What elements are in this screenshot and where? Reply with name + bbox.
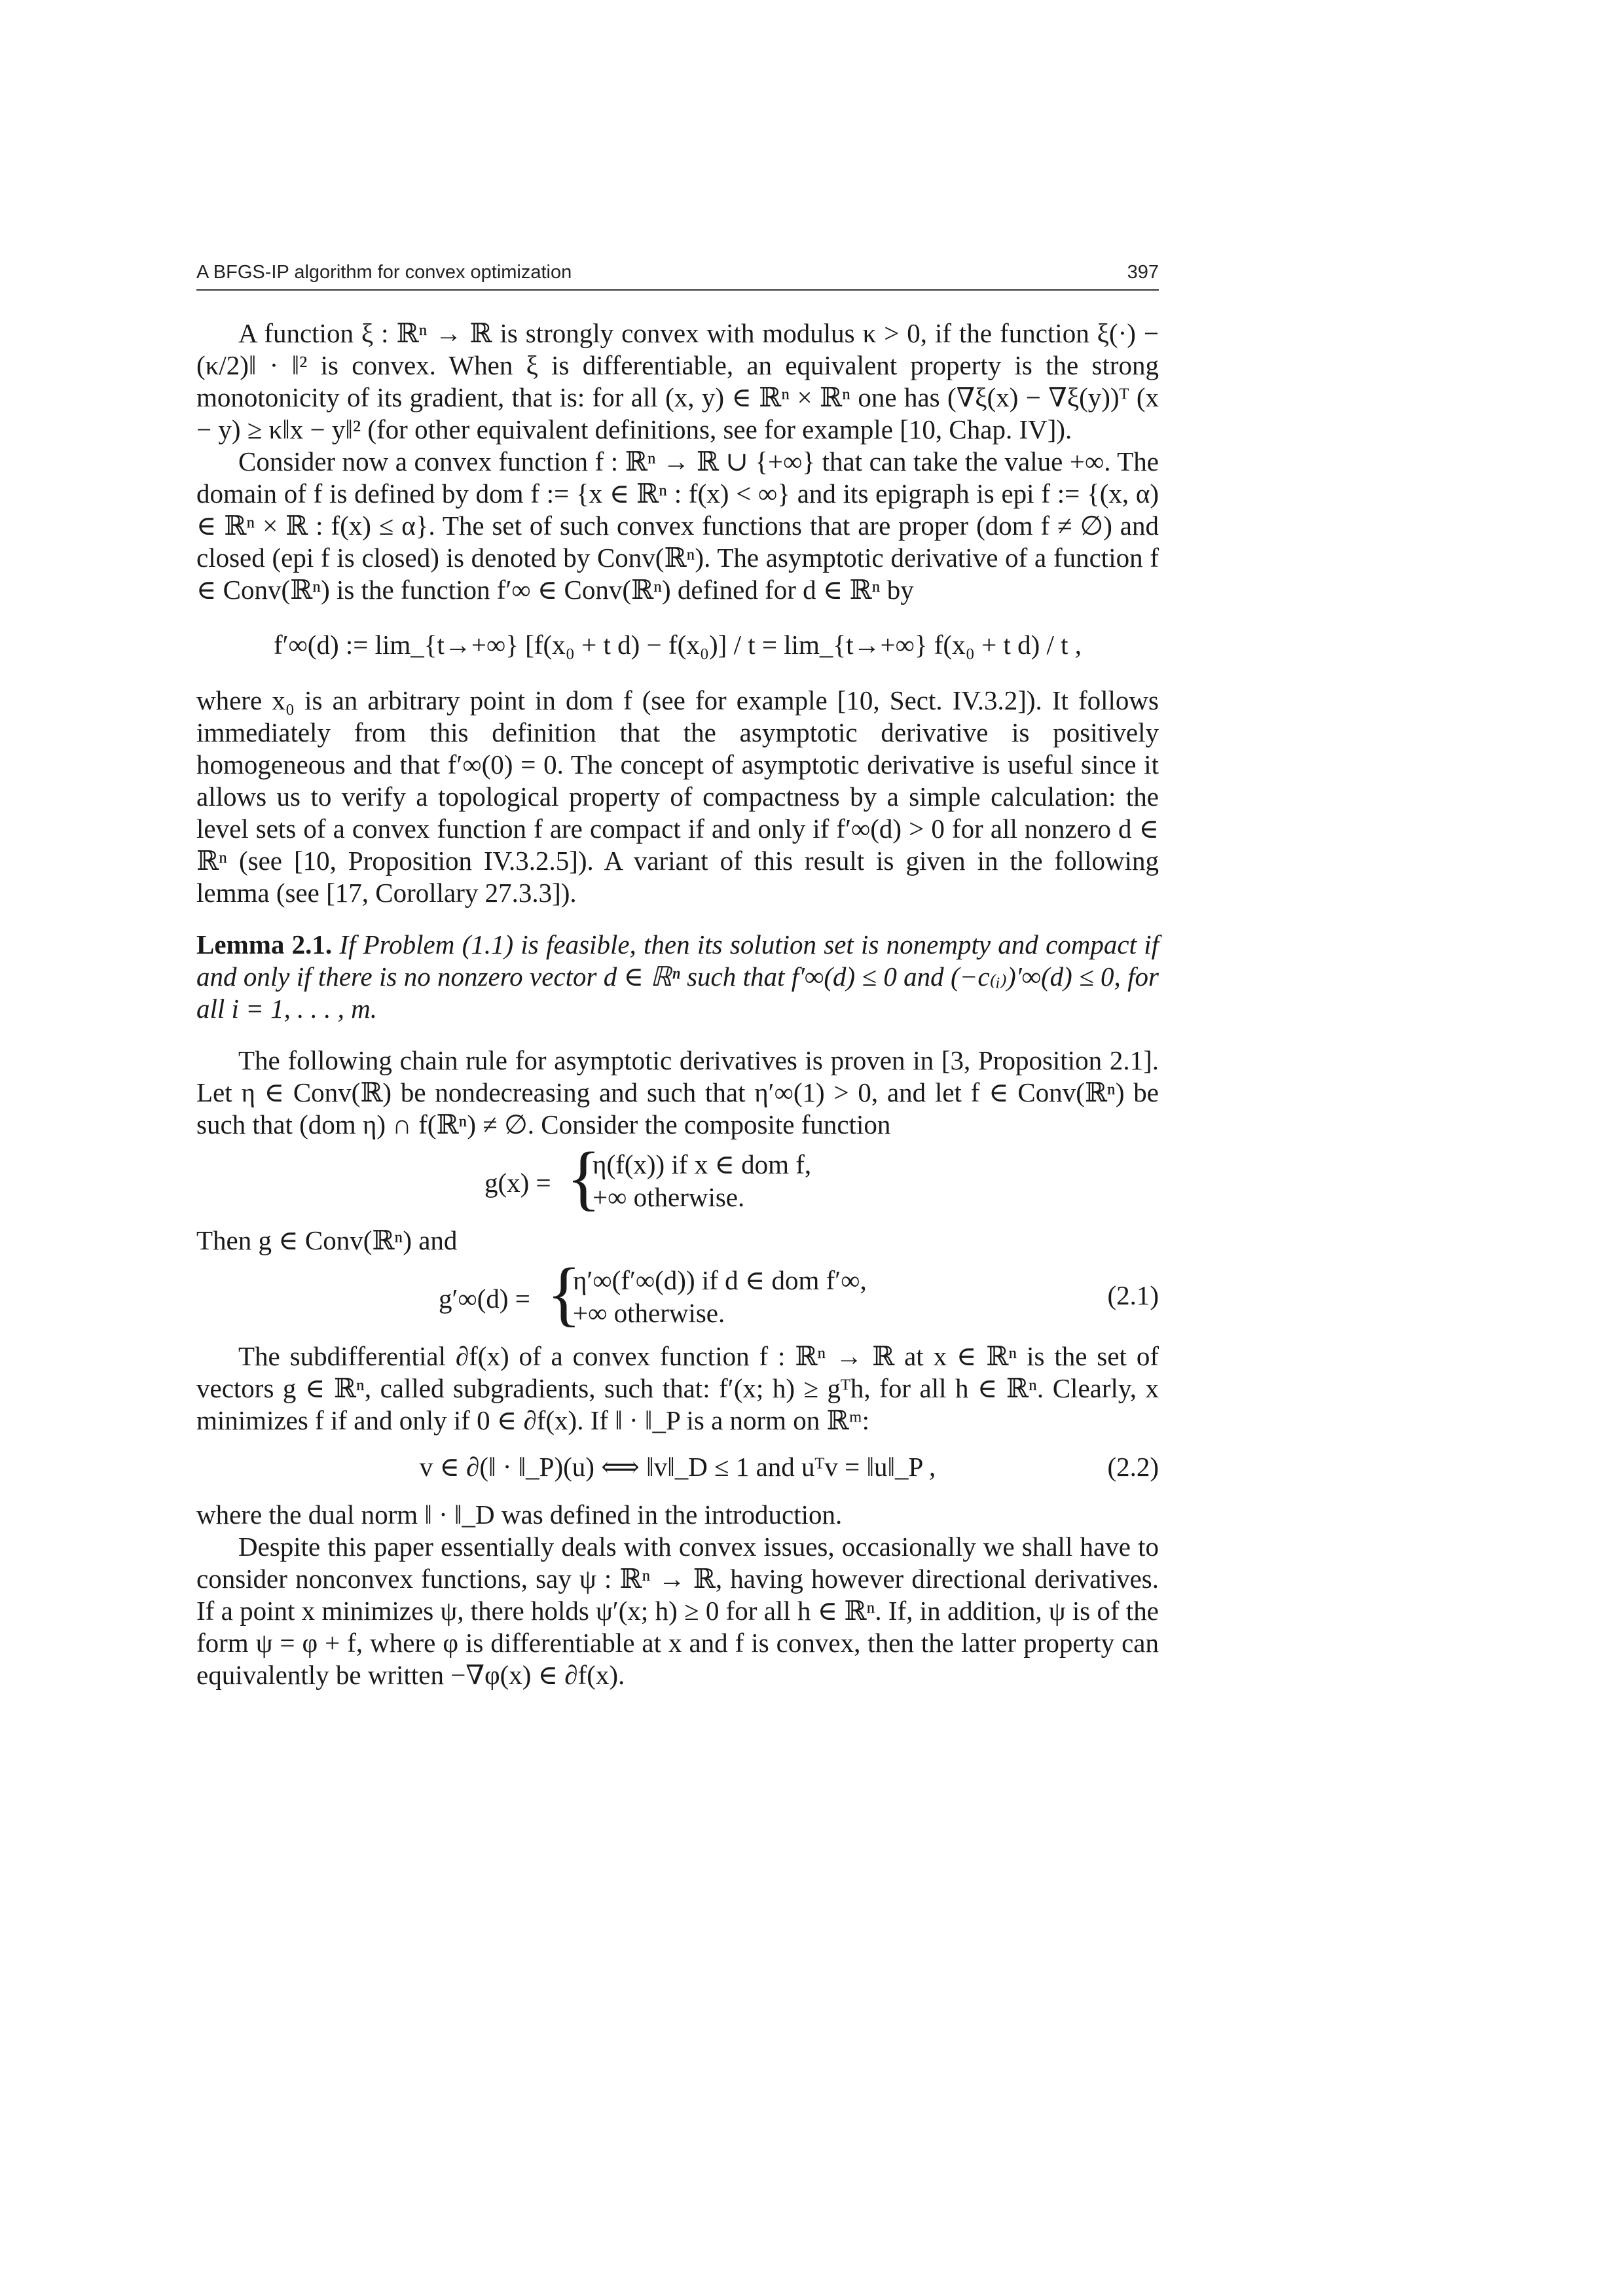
paragraph-nonconvex: Despite this paper essentially deals with convex issues, occasionally we shall have to consider nonconvex functions, say ψ : ℝⁿ → ℝ, having however directional derivatives. If a point x minimizes ψ, there holds ψ′(x; h) ≥ 0 for all h ∈ ℝⁿ. If, in addition, ψ is of the form ψ = φ + f, where φ is differentiable at x and f is convex, then the latter property can equivalently be written −∇φ(x) ∈ ∂f(x).	[196, 1532, 1159, 1690]
equation-composite-function	[196, 1138, 1159, 1225]
paragraph-convex-function-domain: Consider now a convex function f : ℝⁿ → ℝ ∪ {+∞} that can take the value +∞. The domain of f is defined by dom f := {x ∈ ℝⁿ : f(x) < ∞} and its epigraph is epi f := {(x, α) ∈ ℝⁿ × ℝ : f(x) ≤ α}. The set of such convex functions that are proper (dom f ≠ ∅) and closed (epi f is closed) is denoted by Conv(ℝⁿ). The asymptotic derivative of a function f ∈ Conv(ℝⁿ) is the function f′∞ ∈ Conv(ℝⁿ) defined for d ∈ ℝⁿ by	[196, 446, 1159, 605]
paragraph-asymptotic-properties: where x₀ is an arbitrary point in dom f (see for example [10, Sect. IV.3.2]). It follows immediately from this definition that the asymptotic derivative is positively homogeneous and that f′∞(0) = 0. The concept of asymptotic derivative is useful since it allows us to verify a topological property of compactness by a simple calculation: the level sets of a convex function f are compact if and only if f′∞(d) > 0 for all nonzero d ∈ ℝⁿ (see [10, Proposition IV.3.2.5]). A variant of this result is given in the following lemma (see [17, Corollary 27.3.3]).	[196, 685, 1159, 908]
equation-2-1-case1: η′∞(f′∞(d)) if d ∈ dom f′∞,	[573, 1265, 867, 1295]
equation-number-2-1: (2.1)	[1107, 1280, 1159, 1310]
paper-page	[196, 255, 1159, 1892]
equation-g-lhs: g(x) =	[484, 1168, 551, 1198]
paragraph-subdifferential: The subdifferential ∂f(x) of a convex function f : ℝⁿ → ℝ at x ∈ ℝⁿ is the set of vectors g ∈ ℝⁿ, called subgradients, such that: f′(x; h) ≥ gᵀh, for all h ∈ ℝⁿ. Clearly, x minimizes f if and only if 0 ∈ ∂f(x). If ‖ · ‖_P is a norm on ℝᵐ:	[196, 1341, 1159, 1435]
running-header	[196, 255, 1159, 291]
running-title: A BFGS-IP algorithm for convex optimization	[196, 262, 572, 283]
paragraph-strong-convexity: A function ξ : ℝⁿ → ℝ is strongly convex with modulus κ > 0, if the function ξ(·) − (κ/2)‖ · ‖² is convex. When ξ is differentiable, an equivalent property is the strong monotonicity of its gradient, that is: for all (x, y) ∈ ℝⁿ × ℝⁿ one has (∇ξ(x) − ∇ξ(y))ᵀ (x − y) ≥ κ‖x − y‖² (for other equivalent definitions, see for example [10, Chap. IV]).	[196, 318, 1159, 444]
equation-asymptotic-derivative	[196, 606, 1159, 685]
equation-asymptotic-text: f′∞(d) := lim_{t→+∞} [f(x₀ + t d) − f(x₀)] / t = lim_{t→+∞} f(x₀ + t d) / t ,	[273, 630, 1082, 660]
equation-2-1	[196, 1253, 1159, 1340]
paragraph-chain-rule: The following chain rule for asymptotic derivatives is proven in [3, Proposition 2.1]. Let η ∈ Conv(ℝ) be nondecreasing and such that η′∞(1) > 0, and let f ∈ Conv(ℝⁿ) be such that (dom η) ∩ f(ℝⁿ) ≠ ∅. Consider the composite function	[196, 1045, 1159, 1139]
body-text	[196, 317, 1159, 1691]
equation-2-2	[196, 1437, 1159, 1499]
equation-g-case2: +∞ otherwise.	[593, 1182, 745, 1212]
equation-2-1-lhs: g′∞(d) =	[439, 1283, 530, 1314]
lemma-2-1	[196, 929, 1159, 1025]
equation-g-case1: η(f(x)) if x ∈ dom f,	[593, 1149, 812, 1179]
page-number: 397	[1127, 262, 1159, 283]
left-brace-symbol: {	[547, 1253, 581, 1333]
paragraph-dual-norm: where the dual norm ‖ · ‖_D was defined in the introduction.	[196, 1499, 843, 1530]
equation-2-2-text: v ∈ ∂(‖ · ‖_P)(u) ⟺ ‖v‖_D ≤ 1 and uᵀv = ‖u‖_P ,	[419, 1452, 936, 1482]
paragraph-then: Then g ∈ Conv(ℝⁿ) and	[196, 1225, 458, 1255]
lemma-label: Lemma 2.1.	[196, 929, 333, 960]
equation-number-2-2: (2.2)	[1107, 1452, 1159, 1482]
equation-2-1-case2: +∞ otherwise.	[573, 1298, 725, 1328]
lemma-statement: If Problem (1.1) is feasible, then its solution set is nonempty and compact if and only if there is no nonzero vector d ∈ ℝⁿ such that f′∞(d) ≤ 0 and (−c₍ᵢ₎)′∞(d) ≤ 0, for all i = 1, . . . , m.	[196, 929, 1159, 1024]
left-brace-symbol: {	[566, 1138, 601, 1217]
